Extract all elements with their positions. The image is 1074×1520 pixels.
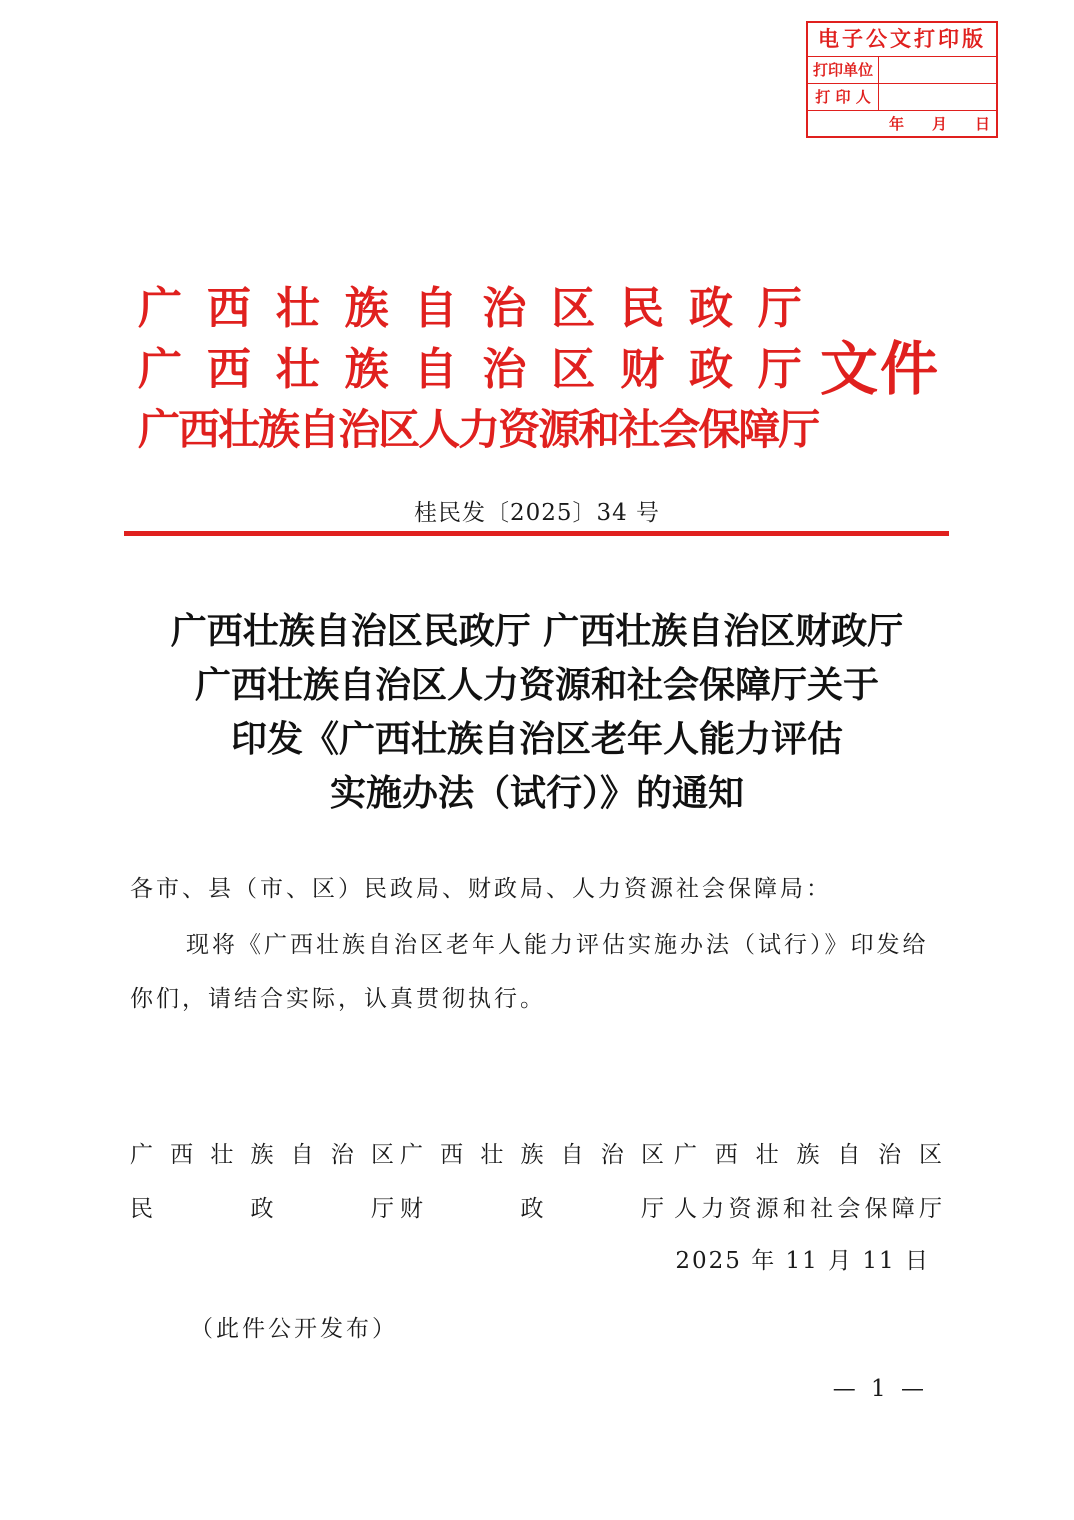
signature-row-1	[130, 1128, 942, 1182]
signature-3-line2: 人 力 资 源 和 社 会 保 障 厅	[674, 1196, 942, 1222]
document-title	[90, 604, 984, 820]
stamp-date-row	[808, 111, 996, 138]
stamp-unit-label: 打印单位	[808, 57, 879, 83]
title-line: 印发《广西壮族自治区老年人能力评估	[230, 718, 843, 760]
signature-2-line1: 广 西 壮 族 自 治 区	[400, 1142, 664, 1168]
stamp-date	[808, 111, 996, 138]
signature-row-2	[130, 1182, 942, 1236]
org-name-2: 广 西 壮 族 自 治 区 财 政 厅	[138, 344, 802, 395]
publication-note: （此件公开发布）	[190, 1316, 398, 1342]
stamp-month: 月	[931, 115, 947, 133]
page-number: — 1 —	[832, 1376, 928, 1402]
signature-1-line1: 广 西 壮 族 自 治 区	[130, 1142, 394, 1168]
document-suffix: 文件	[820, 335, 941, 403]
title-line: 广西壮族自治区民政厅 广西壮族自治区财政厅	[170, 610, 904, 652]
print-stamp	[806, 21, 998, 138]
stamp-unit-row	[808, 57, 996, 84]
body-paragraph: 现将《广西壮族自治区老年人能力评估实施办法（试行）》印发给你们，请结合实际，认真贯彻执行。	[130, 932, 929, 1012]
red-divider	[124, 531, 949, 536]
title-line: 实施办法（试行）》的通知	[329, 772, 744, 814]
stamp-year: 年	[888, 115, 904, 133]
signature-2-line2: 财 政 厅	[400, 1196, 664, 1222]
stamp-day: 日	[974, 115, 990, 133]
signature-3-line1: 广 西 壮 族 自 治 区	[674, 1142, 942, 1168]
document-number: 桂民发〔2025〕34 号	[413, 500, 661, 526]
salutation: 各市、县（市、区）民政局、财政局、人力资源社会保障局：	[130, 876, 832, 902]
issue-date: 2025 年 11 月 11 日	[675, 1248, 930, 1274]
stamp-person-label: 打 印 人	[808, 84, 879, 110]
org-name-1: 广 西 壮 族 自 治 区 民 政 厅	[138, 283, 802, 334]
title-line: 广西壮族自治区人力资源和社会保障厅关于	[194, 664, 879, 706]
signature-1-line2: 民 政 厅	[130, 1196, 394, 1222]
stamp-title: 电子公文打印版	[808, 23, 996, 57]
org-name-3: 广 西 壮 族 自 治 区 人 力 资 源 和 社 会 保 障 厅	[138, 405, 819, 454]
stamp-person-row	[808, 84, 996, 111]
signature-block	[130, 1128, 942, 1236]
